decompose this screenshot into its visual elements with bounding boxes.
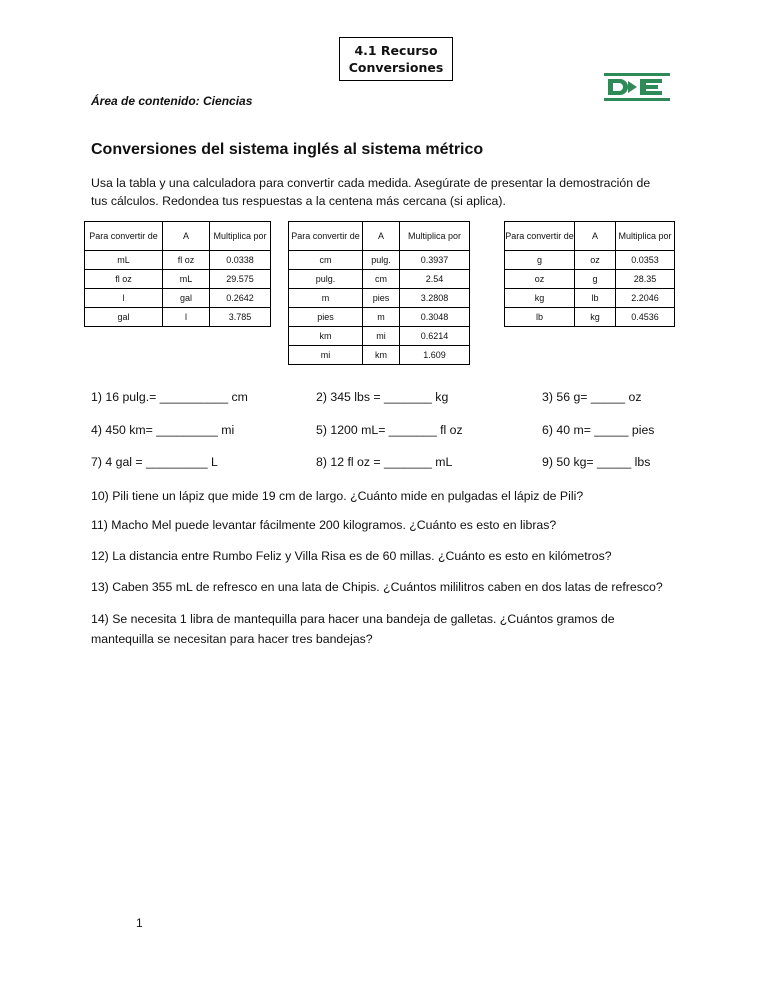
conversion-table-volume [84, 221, 271, 327]
cell-to: pulg. [363, 251, 400, 270]
cell-from: pies [289, 308, 363, 327]
cell-to: pies [363, 289, 400, 308]
table-row [505, 308, 675, 327]
resource-topic: Conversiones [348, 60, 444, 75]
cell-factor: 0.3937 [400, 251, 470, 270]
cell-factor: 2.2046 [616, 289, 675, 308]
header-to: A [163, 222, 210, 251]
cell-factor: 2.54 [400, 270, 470, 289]
instructions-line-1: Usa la tabla y una calculadora para convertir cada medida. Asegúrate de presentar la demostración de [91, 176, 651, 190]
cell-from: l [85, 289, 163, 308]
table-row [505, 251, 675, 270]
question-1: 1) 16 pulg.= __________ cm [91, 390, 248, 404]
question-3: 3) 56 g= _____ oz [542, 390, 642, 404]
cell-to: cm [363, 270, 400, 289]
cell-from: mL [85, 251, 163, 270]
conversion-table-mass [504, 221, 675, 327]
question-10: 10) Pili tiene un lápiz que mide 19 cm de largo. ¿Cuánto mide en pulgadas el lápiz de Pili? [91, 489, 584, 503]
cell-factor: 3.2808 [400, 289, 470, 308]
table-header-row [85, 222, 271, 251]
cell-from: pulg. [289, 270, 363, 289]
cell-to: m [363, 308, 400, 327]
question-8: 8) 12 fl oz = _______ mL [316, 455, 453, 469]
de-logo [604, 72, 670, 102]
table-row [85, 270, 271, 289]
cell-factor: 0.3048 [400, 308, 470, 327]
question-9: 9) 50 kg= _____ lbs [542, 455, 651, 469]
question-2: 2) 345 lbs = _______ kg [316, 390, 449, 404]
table-row [289, 327, 470, 346]
table-header-row [505, 222, 675, 251]
cell-to: gal [163, 289, 210, 308]
page-number: 1 [136, 916, 143, 930]
header-to: A [363, 222, 400, 251]
cell-to: l [163, 308, 210, 327]
cell-from: lb [505, 308, 575, 327]
content-area: Área de contenido: Ciencias [91, 94, 253, 108]
table-row [505, 270, 675, 289]
cell-factor: 0.6214 [400, 327, 470, 346]
table-row [85, 308, 271, 327]
question-4: 4) 450 km= _________ mi [91, 423, 235, 437]
table-header-row [289, 222, 470, 251]
cell-from: cm [289, 251, 363, 270]
header-from: Para convertir de [289, 222, 363, 251]
cell-to: mL [163, 270, 210, 289]
cell-from: gal [85, 308, 163, 327]
table-row [85, 289, 271, 308]
cell-factor: 0.2642 [210, 289, 271, 308]
cell-factor: 28.35 [616, 270, 675, 289]
table-row [289, 308, 470, 327]
cell-from: mi [289, 346, 363, 365]
cell-from: kg [505, 289, 575, 308]
table-row [505, 289, 675, 308]
cell-to: oz [575, 251, 616, 270]
question-11: 11) Macho Mel puede levantar fácilmente 200 kilogramos. ¿Cuánto es esto en libras? [91, 518, 557, 532]
table-row [289, 346, 470, 365]
question-14-line-2: mantequilla se necesitan para hacer tres bandejas? [91, 632, 373, 646]
header-from: Para convertir de [505, 222, 575, 251]
header-multiply: Multiplica por [400, 222, 470, 251]
cell-factor: 3.785 [210, 308, 271, 327]
resource-title-box [339, 37, 453, 81]
cell-from: fl oz [85, 270, 163, 289]
cell-to: fl oz [163, 251, 210, 270]
question-13: 13) Caben 355 mL de refresco en una lata de Chipis. ¿Cuántos mililitros caben en dos latas de refresco? [91, 580, 663, 594]
cell-from: oz [505, 270, 575, 289]
cell-factor: 0.4536 [616, 308, 675, 327]
cell-to: km [363, 346, 400, 365]
table-row [289, 289, 470, 308]
page-title: Conversiones del sistema inglés al sistema métrico [91, 141, 484, 158]
header-multiply: Multiplica por [210, 222, 271, 251]
table-row [289, 251, 470, 270]
cell-to: lb [575, 289, 616, 308]
instructions [91, 174, 681, 210]
header-multiply: Multiplica por [616, 222, 675, 251]
cell-from: km [289, 327, 363, 346]
question-6: 6) 40 m= _____ pies [542, 423, 655, 437]
table-row [289, 270, 470, 289]
question-7: 7) 4 gal = _________ L [91, 455, 218, 469]
cell-to: g [575, 270, 616, 289]
cell-factor: 1.609 [400, 346, 470, 365]
cell-from: g [505, 251, 575, 270]
conversion-table-length [288, 221, 470, 365]
table-row [85, 251, 271, 270]
resource-number: 4.1 Recurso [354, 43, 438, 58]
cell-from: m [289, 289, 363, 308]
cell-factor: 0.0353 [616, 251, 675, 270]
header-from: Para convertir de [85, 222, 163, 251]
header-to: A [575, 222, 616, 251]
instructions-line-2: tus cálculos. Redondea tus respuestas a la centena más cercana (si aplica). [91, 194, 506, 208]
question-14-line-1: 14) Se necesita 1 libra de mantequilla para hacer una bandeja de galletas. ¿Cuántos gramos de [91, 612, 615, 626]
question-5: 5) 1200 mL= _______ fl oz [316, 423, 463, 437]
question-12: 12) La distancia entre Rumbo Feliz y Villa Risa es de 60 millas. ¿Cuánto es esto en kilómetros? [91, 549, 612, 563]
cell-factor: 29.575 [210, 270, 271, 289]
cell-to: mi [363, 327, 400, 346]
cell-to: kg [575, 308, 616, 327]
cell-factor: 0.0338 [210, 251, 271, 270]
